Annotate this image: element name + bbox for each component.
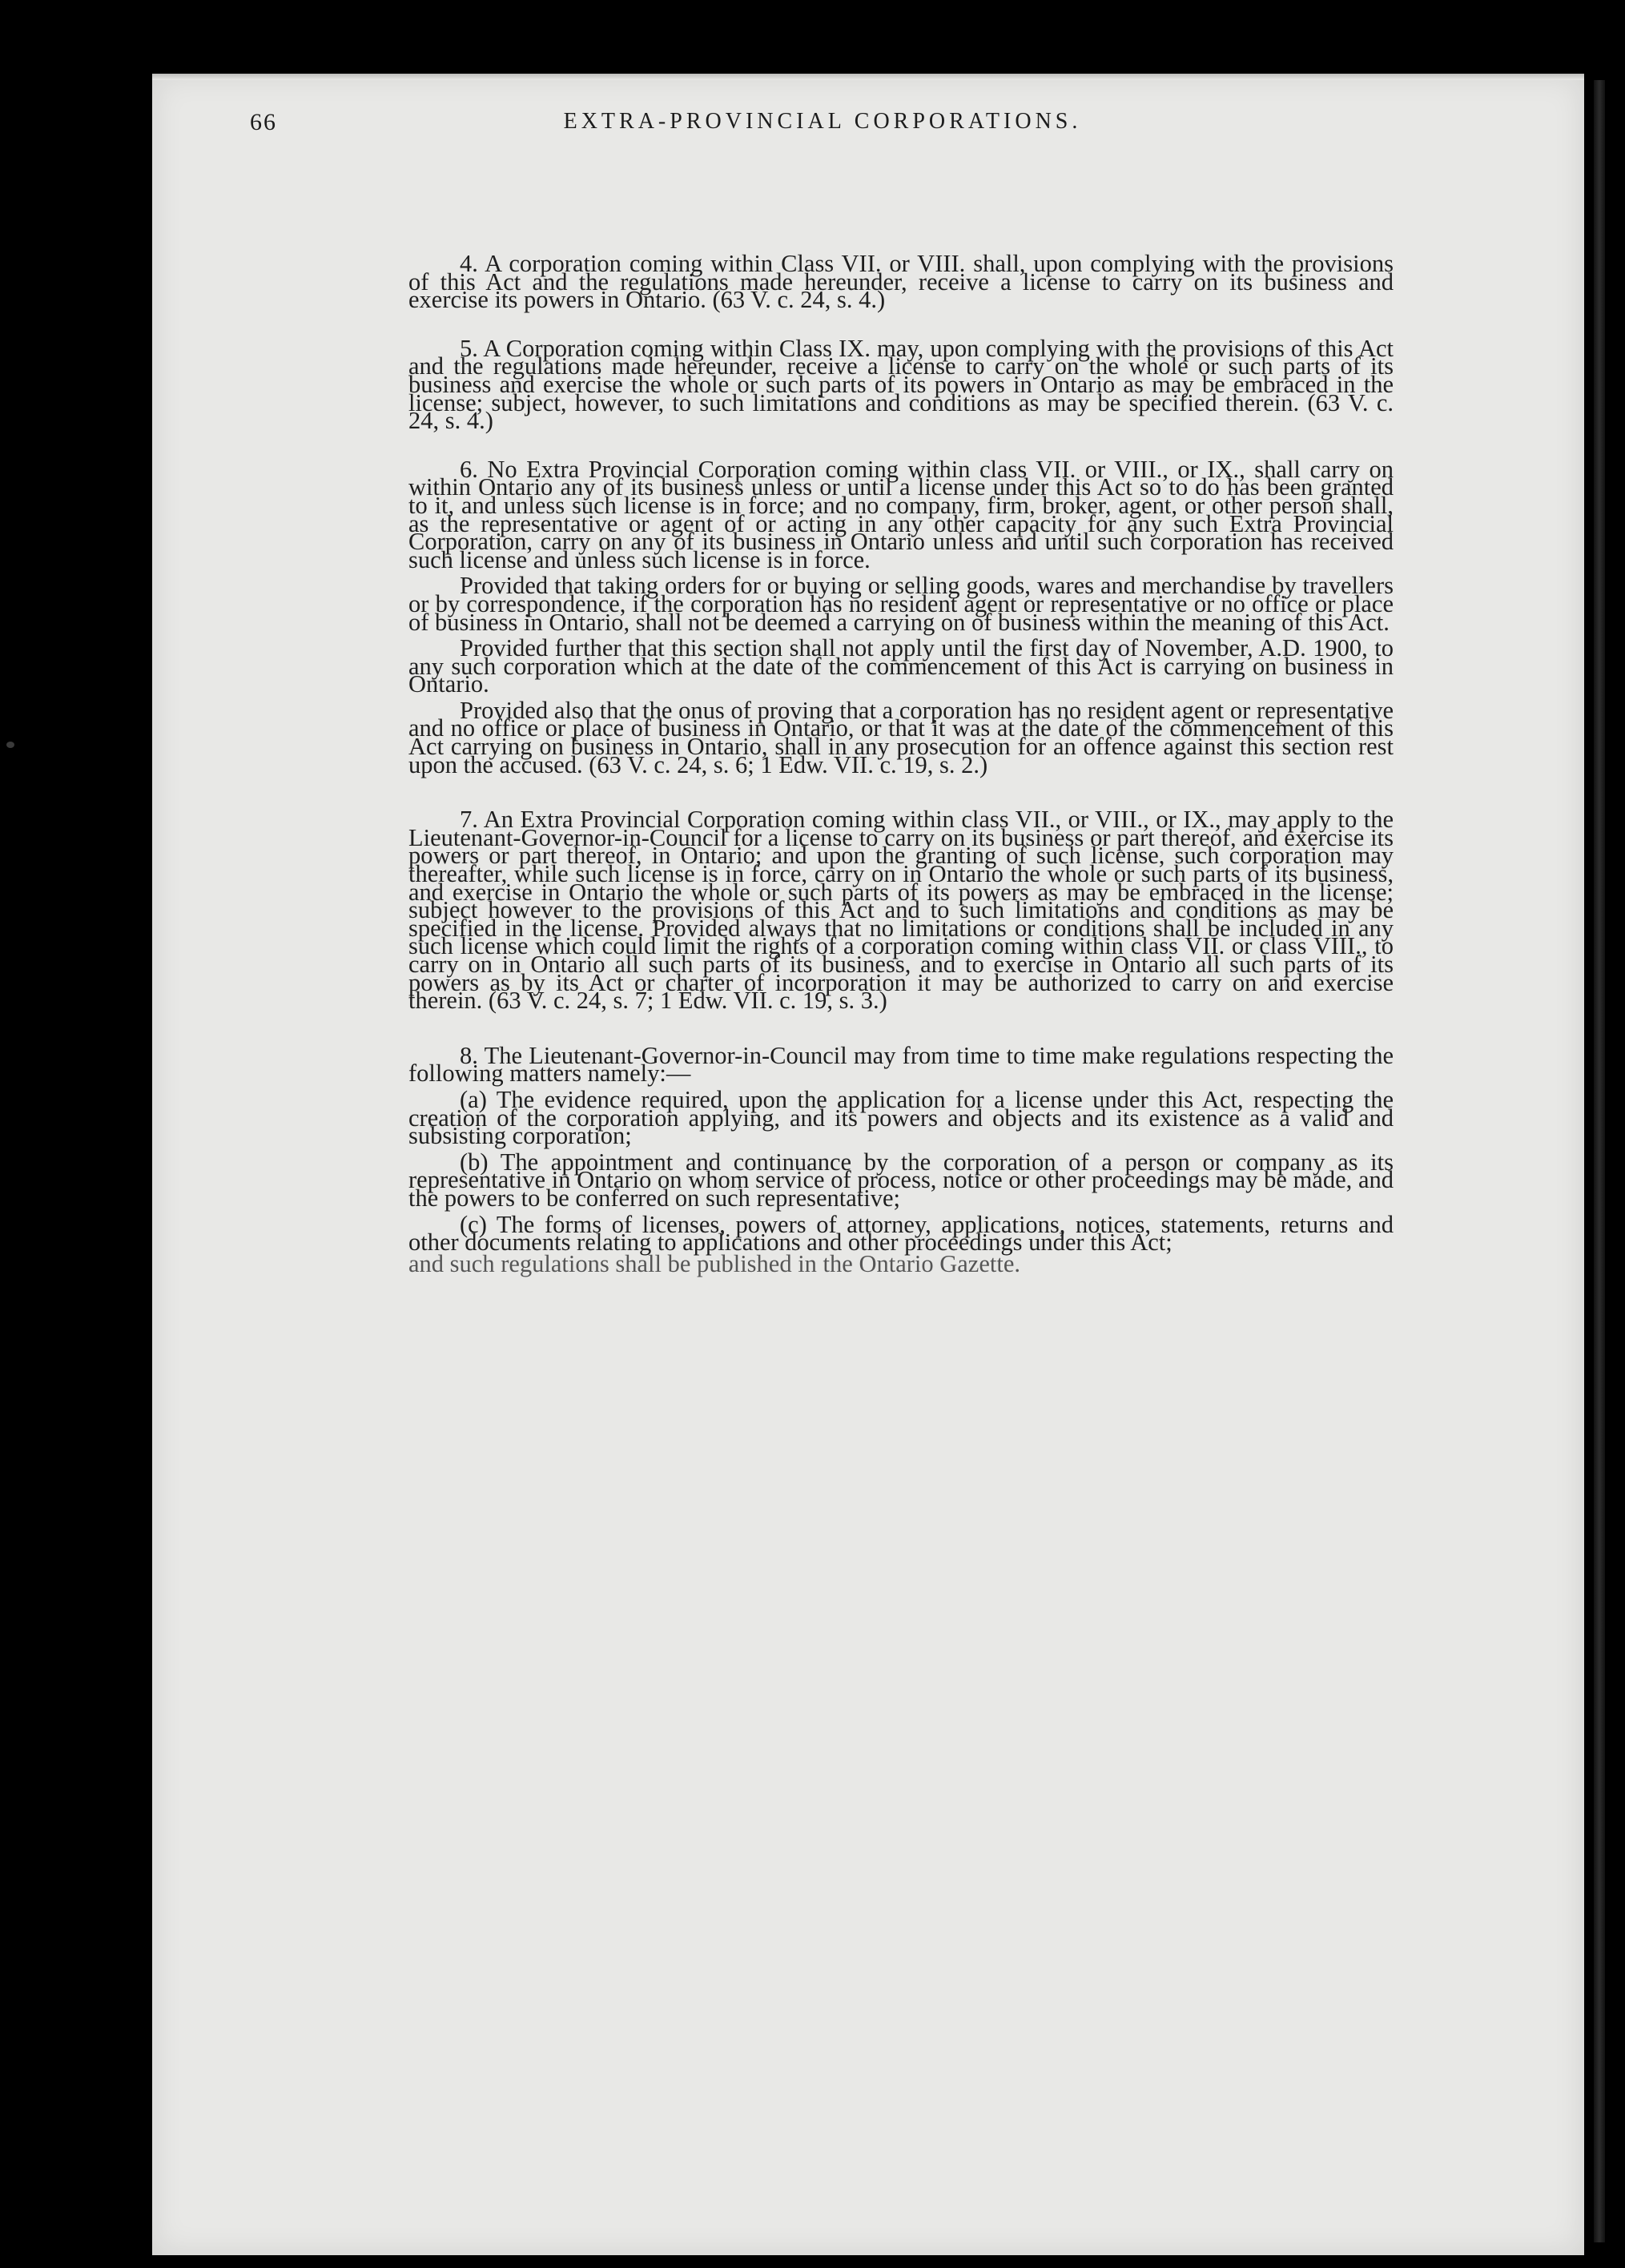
section-8-closing: and such regulations shall be published in the Ontario Gazette. (408, 1249, 1020, 1277)
section-8 (408, 1041, 1394, 1277)
section-4-text: 4. A corporation coming within Class VII. or VIII. shall, upon complying with the provisions of this Act and the regulations made hereunder, receive a license to carry on its business and exercise its powers in Ontario. (63 V. c. 24, s. 4.) (408, 250, 1394, 314)
section-5-text: 5. A Corporation coming within Class IX. may, upon complying with the provisions of this Act and the regulations made hereunder, receive a license to carry on the whole or such parts of its business and exercise the whole or such parts of its powers in Ontario as may be embraced in the license; subject, however, to such limitations and conditions as may be specified therein. (63 V. c. 24, s. 4.) (408, 334, 1394, 435)
section-6-proviso-3: Provided also that the onus of proving that a corporation has no resident agent or representative and no office or place of business in Ontario, or that it was at the date of the commencement of this Act carrying on business in Ontario, shall in any prosecution for an offence against this section rest upon the accused. (63 V. c. 24, s. 6; 1 Edw. VII. c. 19, s. 2.) (408, 696, 1394, 778)
page-header (250, 109, 1395, 141)
section-6 (408, 455, 1394, 778)
section-8-intro: 8. The Lieutenant-Governor-in-Council may from time to time make regulations respecting the following matters namely:— (408, 1041, 1394, 1088)
section-4 (408, 250, 1394, 314)
section-8-clause-c: (c) The forms of licenses, powers of attorney, applications, notices, statements, returns and other documents relating to applications and other proceedings under this Act; (408, 1210, 1394, 1257)
scan-speck (6, 742, 14, 748)
section-7 (408, 806, 1394, 1015)
section-6-proviso-1: Provided that taking orders for or buying or selling goods, wares and merchandise by travellers or by correspondence, if the corporation has no resident agent or representative or no office or place of business in Ontario, shall not be deemed a carrying on of business within the meaning of this Act. (408, 572, 1394, 636)
page-top-edge (152, 74, 1584, 80)
section-8-clause-b: (b) The appointment and continuance by the corporation of a person or company as its representative in Ontario on whom service of process, notice or other proceedings may be made, and the powers to be conferred on such representative; (408, 1148, 1394, 1212)
section-6-proviso-2: Provided further that this section shall not apply until the first day of November, A.D. 1900, to any such corporation which at the date of the commencement of this Act is carrying on business in Ontario. (408, 634, 1394, 698)
page-body (408, 250, 1394, 1277)
page-number: 66 (250, 109, 277, 135)
section-6-main: 6. No Extra Provincial Corporation coming within class VII. or VIII., or IX., shall carry on within Ontario any of its business unless or until a license under this Act so to do has been granted to it, and unless such license is in force; and no company, firm, broker, agent, or other person shall, as the representative or agent of or acting in any other capacity for any such Extra Provincial Corporation, carry on any of its business in Ontario unless and until such corporation has received such license and unless such license is in force. (408, 455, 1394, 573)
section-7-text: 7. An Extra Provincial Corporation coming within class VII., or VIII., or IX., may apply to the Lieutenant-Governor-in-Council for a license to carry on its business or part thereof, and exercise its powers or part thereof, in Ontario; and upon the granting of such license, such corporation may thereafter, while such license is in force, carry on in Ontario the whole or such parts of its business, and exercise in Ontario the whole or such parts of its powers as may be embraced in the license; subject however to the provisions of this Act and to such limitations and conditions as may be specified in the license. Provided always that no limitations or conditions shall be included in any such license which could limit the rights of a corporation coming within class VII. or class VIII., to carry on in Ontario all such parts of its business, and to exercise in Ontario all such parts of its powers as by its Act or charter of incorporation it may be authorized to carry on and exercise therein. (63 V. c. 24, s. 7; 1 Edw. VII. c. 19, s. 3.) (408, 806, 1394, 1015)
running-title: EXTRA-PROVINCIAL CORPORATIONS. (563, 109, 1082, 134)
section-8-clause-a: (a) The evidence required, upon the application for a license under this Act, respecting the creation of the corporation applying, and its powers and objects and its existence as a valid and subsisting corporation; (408, 1085, 1394, 1150)
adjacent-page-edge (1594, 80, 1605, 2242)
section-5 (408, 334, 1394, 435)
